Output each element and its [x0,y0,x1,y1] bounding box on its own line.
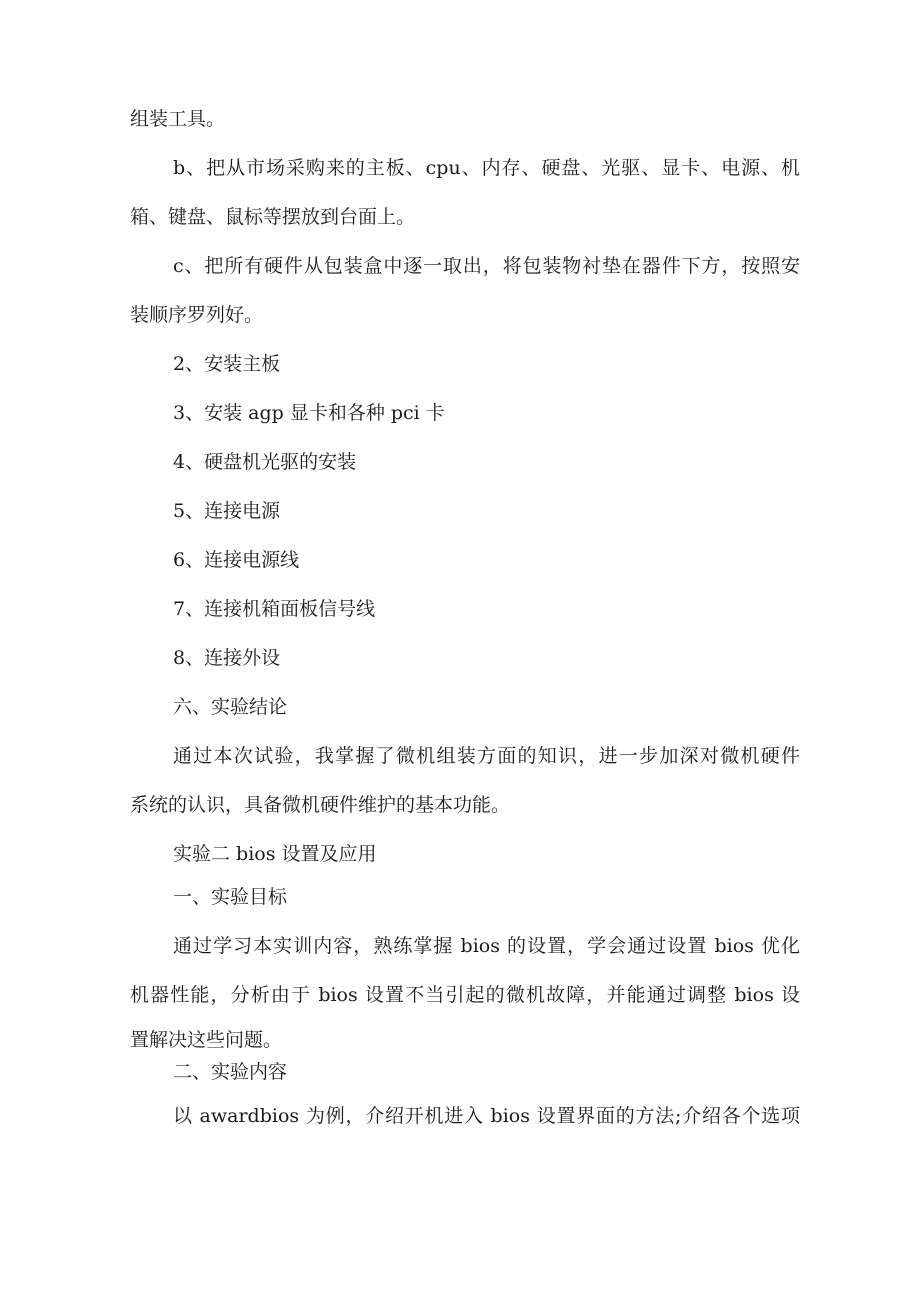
text-line-3: 箱、键盘、鼠标等摆放到台面上。 [130,206,416,228]
text-line-objective-1: 通过学习本实训内容，熟练掌握 bios 的设置，学会通过设置 bios 优化 [173,935,800,957]
text-line-2: b、把从市场采购来的主板、cpu、内存、硬盘、光驱、显卡、电源、机 [173,157,800,179]
section-heading-conclusion: 六、实验结论 [173,696,288,718]
text-line-1: 组装工具。 [130,108,226,130]
text-line-4: c、把所有硬件从包装盒中逐一取出，将包装物衬垫在器件下方，按照安 [173,255,800,277]
list-item-connect-power: 5、连接电源 [173,500,281,522]
text-line-objective-3: 置解决这些问题。 [130,1029,283,1051]
list-item-install-cards: 3、安装 agp 显卡和各种 pci 卡 [173,402,445,424]
text-line-conclusion-1: 通过本次试验，我掌握了微机组装方面的知识，进一步加深对微机硬件 [173,745,800,767]
experiment-title: 实验二 bios 设置及应用 [173,843,377,865]
list-item-connect-power-cable: 6、连接电源线 [173,549,300,571]
list-item-connect-panel-signal: 7、连接机箱面板信号线 [173,598,376,620]
text-line-objective-2: 机器性能，分析由于 bios 设置不当引起的微机故障，并能通过调整 bios 设 [130,984,800,1006]
text-line-5: 装顺序罗列好。 [130,304,264,326]
list-item-connect-peripherals: 8、连接外设 [173,647,281,669]
text-line-content-1: 以 awardbios 为例，介绍开机进入 bios 设置界面的方法;介绍各个选项 [173,1105,800,1127]
section-heading-objective: 一、实验目标 [173,886,288,908]
list-item-install-drives: 4、硬盘机光驱的安装 [173,451,357,473]
section-heading-content: 二、实验内容 [173,1061,288,1083]
list-item-install-motherboard: 2、安装主板 [173,353,281,375]
text-line-conclusion-2: 系统的认识，具备微机硬件维护的基本功能。 [130,794,511,816]
